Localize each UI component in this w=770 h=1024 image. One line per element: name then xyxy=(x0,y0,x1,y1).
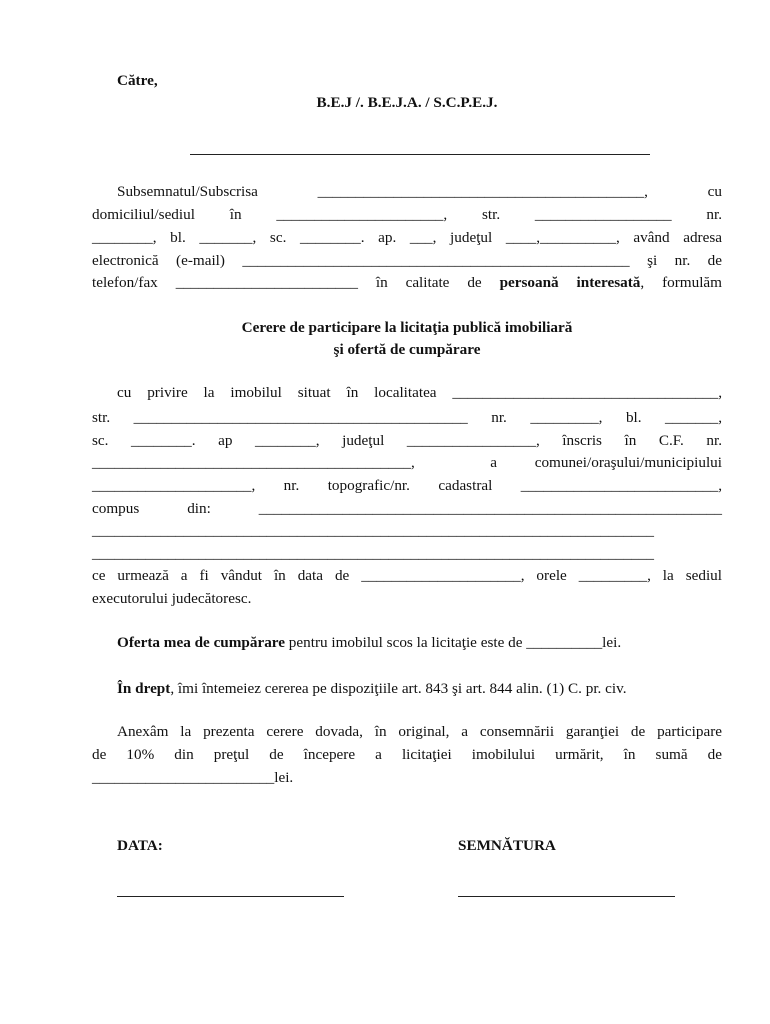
intro-line-3: ________, bl. _______, sc. ________. ap. ___, judeţul ____,__________, având adresa xyxy=(92,229,722,246)
institution-blank-line xyxy=(190,154,650,155)
annex-line-1: Anexâm la prezenta cerere dovada, în original, a consemnării garanţiei de participare xyxy=(117,723,722,740)
property-line-8: __________________________________________________________________________ xyxy=(92,545,654,562)
intro-line-5: telefon/fax ________________________ în calitate de persoană interesată, formulăm xyxy=(92,274,722,291)
property-line-5: _____________________, nr. topografic/nr. cadastral __________________________, xyxy=(92,477,722,494)
date-label: DATA: xyxy=(117,837,163,854)
offer-paragraph: Oferta mea de cumpărare pentru imobilul scos la licitaţie este de __________lei. xyxy=(117,634,622,651)
property-line-2: str. ____________________________________________ nr. _________, bl. _______, xyxy=(92,409,722,426)
property-line-7: __________________________________________________________________________ xyxy=(92,522,654,539)
recipient-label: Către, xyxy=(117,72,158,89)
institution-name: B.E.J /. B.E.J.A. / S.C.P.E.J. xyxy=(316,94,498,111)
property-line-6: compus din: _____________________________________________________________ xyxy=(92,500,722,517)
intro-line-1: Subsemnatul/Subscrisa ___________________________________________, cu xyxy=(117,183,722,200)
property-line-1: cu privire la imobilul situat în localitatea ___________________________________, xyxy=(117,384,722,401)
intro-line-4: electronică (e-mail) ___________________________________________________ şi nr. de xyxy=(92,252,722,269)
date-blank-line xyxy=(117,896,344,897)
request-title-line-1: Cerere de participare la licitaţia publică imobiliară xyxy=(241,319,573,336)
signature-label: SEMNĂTURA xyxy=(458,837,556,854)
annex-line-3: ________________________lei. xyxy=(92,769,294,786)
legal-basis-paragraph: În drept, îmi întemeiez cererea pe dispoziţiile art. 843 şi art. 844 alin. (1) C. pr. civ. xyxy=(117,680,627,697)
annex-line-2: de 10% din preţul de începere a licitaţiei imobilului urmărit, în sumă de xyxy=(92,746,722,763)
signature-blank-line xyxy=(458,896,675,897)
property-line-9: ce urmează a fi vândut în data de _____________________, orele _________, la sediul xyxy=(92,567,722,584)
property-line-3: sc. ________. ap ________, judeţul _________________, înscris în C.F. nr. xyxy=(92,432,722,449)
property-line-4: __________________________________________, a comunei/oraşului/municipiului xyxy=(92,454,722,471)
property-line-10: executorului judecătoresc. xyxy=(92,590,252,607)
request-title-line-2: şi ofertă de cumpărare xyxy=(333,341,481,358)
intro-line-2: domiciliul/sediul în ______________________, str. __________________ nr. xyxy=(92,206,722,223)
